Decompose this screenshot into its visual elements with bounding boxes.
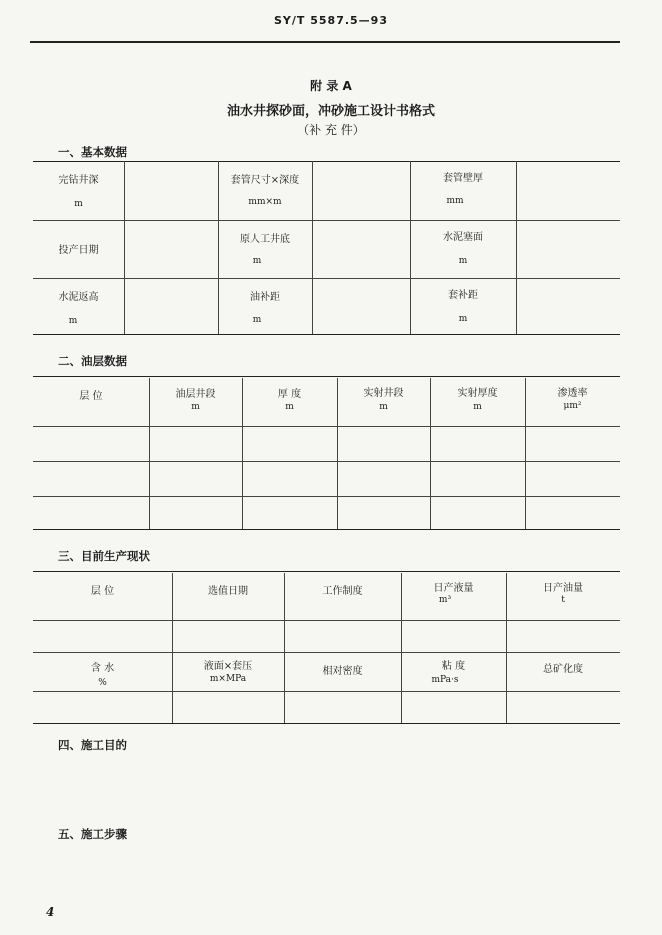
- col-oil-interval: 油层井段: [175, 389, 216, 400]
- cell-cement-plug: 水泥塞面: [443, 232, 483, 243]
- col-perf-thickness-unit: m: [473, 402, 482, 412]
- cell-casing-size-depth-unit: mm×m: [248, 197, 282, 207]
- cell-production-date: 投产日期: [58, 245, 99, 256]
- cell-original-bottom-unit: m: [252, 256, 262, 266]
- section5-heading: 五、施工步骤: [58, 827, 127, 841]
- cell-casing-wall-unit: mm: [446, 196, 464, 206]
- cell-oil-offset: 油补距: [250, 292, 280, 303]
- section1-heading: 一、基本数据: [58, 145, 127, 159]
- cell-casing-offset: 套补距: [448, 290, 478, 301]
- cell-oil-offset-unit: m: [252, 315, 262, 325]
- section2-heading: 二、油层数据: [58, 354, 127, 368]
- col-perf-interval: 实射井段: [363, 388, 404, 399]
- col-daily-oil: 日产油量: [543, 583, 583, 594]
- col-work-regime: 工作制度: [322, 586, 363, 597]
- col-viscosity: 粘 度: [441, 661, 466, 672]
- cell-original-bottom: 原人工井底: [240, 234, 290, 245]
- appendix-label: 附 录 A: [310, 79, 352, 93]
- col-viscosity-unit: mPa·s: [431, 675, 459, 685]
- col-selection-date: 选值日期: [208, 586, 248, 597]
- cell-total-depth: 完钻井深: [58, 175, 99, 186]
- cell-cement-return: 水泥返高: [58, 292, 99, 303]
- section3-heading: 三、目前生产现状: [58, 549, 150, 563]
- col-level-pressure-unit: m×MPa: [209, 674, 247, 684]
- col-thickness-unit: m: [285, 402, 294, 412]
- col-layer: 层 位: [79, 391, 103, 402]
- col-perf-interval-unit: m: [379, 402, 388, 412]
- document-subtitle: （补 充 件）: [297, 123, 365, 137]
- col-daily-liquid-unit: m³: [438, 595, 452, 605]
- standard-code: SY/T 5587.5—93: [274, 14, 388, 27]
- col-oil-interval-unit: m: [191, 402, 200, 412]
- col-water-cut: 含 水: [90, 663, 115, 674]
- col-salinity: 总矿化度: [543, 664, 583, 675]
- cell-casing-size-depth: 套管尺寸×深度: [230, 175, 300, 186]
- col-permeability: 渗透率: [557, 388, 588, 399]
- col-daily-oil-unit: t: [561, 595, 565, 605]
- col-thickness: 厚 度: [277, 389, 302, 400]
- header-rule: [30, 41, 620, 43]
- col-permeability-unit: μm²: [563, 401, 582, 411]
- cell-casing-offset-unit: m: [458, 314, 468, 324]
- section4-heading: 四、施工目的: [58, 738, 127, 752]
- col-perf-thickness: 实射厚度: [457, 388, 498, 399]
- col-water-cut-unit: %: [98, 678, 107, 688]
- document-title: 油水井探砂面，冲砂施工设计书格式: [226, 104, 435, 119]
- page-number: 4: [46, 905, 55, 919]
- cell-casing-wall: 套管壁厚: [443, 173, 483, 184]
- cell-total-depth-unit: m: [74, 199, 83, 209]
- col-layer-2: 层 位: [90, 586, 115, 597]
- cell-cement-plug-unit: m: [458, 256, 468, 266]
- col-relative-density: 相对密度: [322, 666, 363, 677]
- col-level-pressure: 液面×套压: [203, 661, 253, 672]
- cell-cement-return-unit: m: [68, 316, 78, 326]
- col-daily-liquid: 日产液量: [433, 583, 474, 594]
